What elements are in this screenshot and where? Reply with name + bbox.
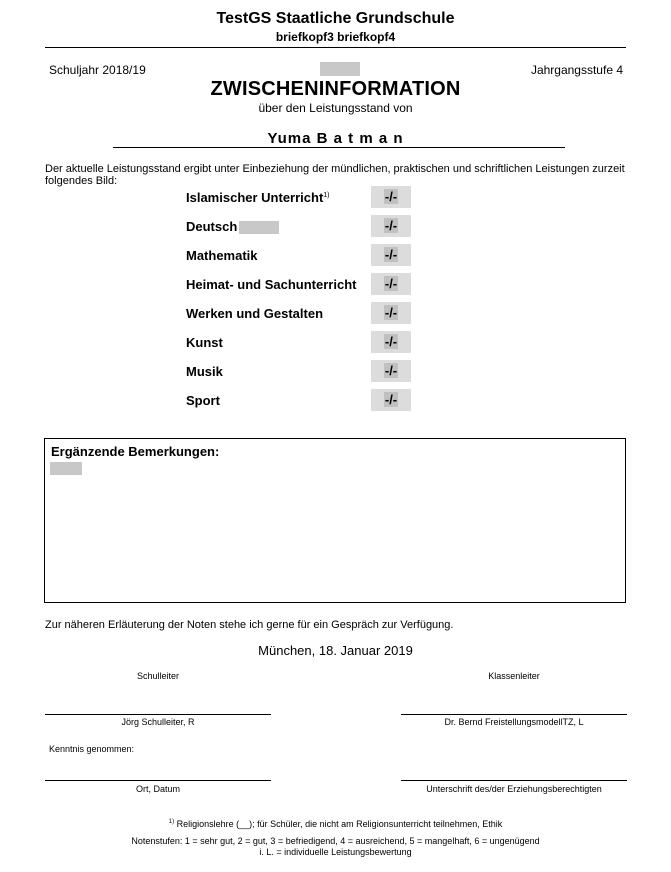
footnote-marker: 1) — [168, 819, 175, 825]
grade-box — [371, 389, 411, 411]
student-name: Yuma B a t m a n — [267, 130, 404, 147]
subject-name: Sport — [186, 393, 220, 408]
footnote-religion: $^{1)}$ Religionslehre (__); für Schüler, die nicht am Religionsunterricht teilnehmen, Ethik — [168, 819, 503, 829]
remarks-box — [44, 438, 626, 603]
footnote-grades: Notenstufen: 1 = sehr gut, 2 = gut, 3 = befriedigend, 4 = ausreichend, 5 = mangelhaft, 6 = ungenügend — [131, 836, 540, 846]
school-year: Schuljahr 2018/19 — [49, 63, 146, 77]
footnote-individual: i. L. = individuelle Leistungsbewertung — [259, 847, 412, 857]
grade-box — [371, 244, 411, 266]
letterhead-line: briefkopf3 briefkopf4 — [275, 30, 396, 44]
footnote-marker: 1) — [323, 192, 330, 199]
grade-box — [371, 302, 411, 324]
subject-name: Heimat- und Sachunterricht — [186, 277, 357, 292]
redacted-field — [50, 462, 82, 475]
document-title: ZWISCHENINFORMATION — [210, 78, 461, 100]
document-subtitle: über den Leistungsstand von — [258, 101, 413, 115]
subject-name: Kunst — [186, 335, 223, 350]
teacher-name: Dr. Bernd FreistellungsmodellTZ, L — [444, 717, 584, 727]
place-date: München, 18. Januar 2019 — [258, 643, 413, 658]
intro-text: Der aktuelle Leistungsstand ergibt unter Einbeziehung der mündlichen, praktischen und schriftlichen Leistungen zurzeit folgendes Bild: — [45, 163, 625, 187]
place-date-label: Ort, Datum — [135, 784, 180, 794]
teacher-role: Klassenleiter — [488, 671, 540, 681]
redacted-field — [320, 62, 360, 76]
grade-level: Jahrgangsstufe 4 — [530, 63, 623, 77]
subject-name: Mathematik — [186, 248, 258, 263]
school-name: TestGS Staatliche Grundschule — [216, 10, 455, 27]
principal-signature-line — [45, 714, 271, 715]
grade-value: -/- — [384, 305, 398, 320]
grade-value: -/- — [384, 392, 398, 407]
grade-value: -/- — [384, 276, 398, 291]
principal-role: Schulleiter — [136, 671, 180, 681]
grade-value: -/- — [384, 334, 398, 349]
grade-box — [371, 360, 411, 382]
grade-box — [371, 273, 411, 295]
place-date-line — [45, 780, 271, 781]
remarks-label: Ergänzende Bemerkungen: — [51, 444, 220, 459]
subject-name: Deutsch — [186, 219, 238, 234]
grade-box — [371, 215, 411, 237]
guardian-signature-line — [401, 780, 627, 781]
header-divider — [45, 47, 626, 48]
closing-note: Zur näheren Erläuterung der Noten stehe ich gerne für ein Gespräch zur Verfügung. — [45, 619, 454, 631]
redacted-field — [239, 221, 279, 234]
grade-box — [371, 331, 411, 353]
subject-name: Werken und Gestalten — [186, 306, 324, 321]
guardian-signature-label: Unterschrift des/der Erziehungsberechtigten — [426, 784, 602, 794]
principal-name: Jörg Schulleiter, R — [121, 717, 195, 727]
subject-name: Musik — [186, 364, 223, 379]
teacher-signature-line — [401, 714, 627, 715]
subject-name: Islamischer Unterricht$^{1)}$ — [186, 190, 330, 205]
acknowledged-label: Kenntnis genommen: — [49, 744, 135, 754]
student-name-underline — [113, 147, 565, 148]
grade-value: -/- — [384, 247, 398, 262]
grade-value: -/- — [384, 189, 398, 204]
grade-value: -/- — [384, 218, 398, 233]
grade-value: -/- — [384, 363, 398, 378]
grade-box — [371, 186, 411, 208]
